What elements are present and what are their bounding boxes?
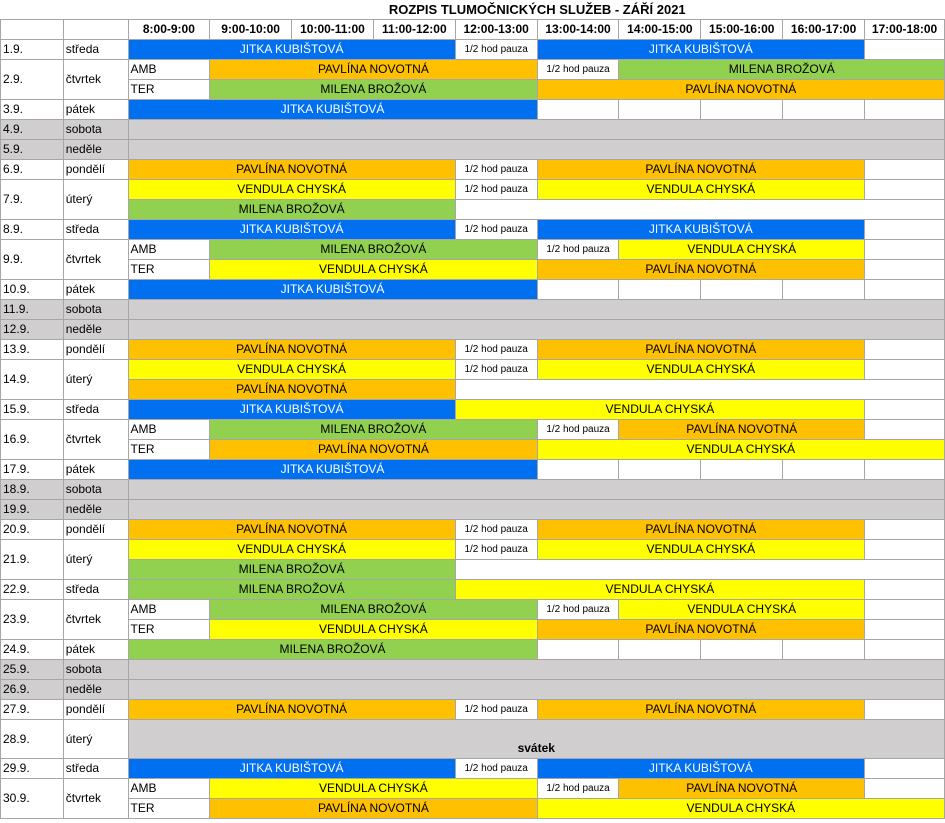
day-row xyxy=(1,340,945,360)
empty-cell[interactable] xyxy=(865,280,945,300)
empty-cell[interactable] xyxy=(619,640,701,660)
day-row xyxy=(1,540,945,560)
empty-cell xyxy=(1,0,129,20)
empty-cell[interactable] xyxy=(865,180,945,200)
empty-cell[interactable] xyxy=(865,40,945,60)
day-row xyxy=(1,480,945,500)
day-row xyxy=(1,280,945,300)
weekday-cell[interactable]: středa xyxy=(63,759,128,779)
empty-cell[interactable] xyxy=(701,100,783,120)
shift-cell[interactable]: PAVLÍNA NOVOTNÁ xyxy=(210,799,537,819)
day-row xyxy=(1,200,945,220)
shift-cell[interactable]: VENDULA CHYSKÁ xyxy=(210,779,537,799)
empty-cell[interactable] xyxy=(701,640,783,660)
header-date-cell xyxy=(1,20,64,40)
shift-cell[interactable]: PAVLÍNA NOVOTNÁ xyxy=(537,520,864,540)
pause-cell[interactable]: 1/2 hod pauza xyxy=(537,779,619,799)
weekday-cell[interactable]: sobota xyxy=(63,120,128,140)
shift-cell[interactable]: MILENA BROŽOVÁ xyxy=(210,420,537,440)
day-row xyxy=(1,440,945,460)
shift-cell[interactable]: MILENA BROŽOVÁ xyxy=(210,240,537,260)
weekday-cell[interactable]: pátek xyxy=(63,100,128,120)
empty-cell[interactable] xyxy=(865,360,945,380)
day-row xyxy=(1,60,945,80)
empty-cell[interactable] xyxy=(865,520,945,540)
shift-type-label[interactable]: TER xyxy=(128,620,210,640)
date-cell[interactable]: 4.9. xyxy=(1,120,64,140)
empty-cell[interactable] xyxy=(128,140,945,160)
shift-cell[interactable]: JITKA KUBIŠTOVÁ xyxy=(128,400,455,420)
weekday-cell[interactable]: neděle xyxy=(63,500,128,520)
shift-cell[interactable]: PAVLÍNA NOVOTNÁ xyxy=(537,620,864,640)
empty-cell[interactable] xyxy=(783,640,865,660)
shift-cell[interactable]: VENDULA CHYSKÁ xyxy=(128,540,455,560)
shift-type-label[interactable]: AMB xyxy=(128,240,210,260)
empty-cell[interactable] xyxy=(865,220,945,240)
empty-cell[interactable] xyxy=(865,260,945,280)
date-cell[interactable]: 8.9. xyxy=(1,220,64,240)
shift-cell[interactable]: PAVLÍNA NOVOTNÁ xyxy=(537,160,864,180)
shift-cell[interactable]: JITKA KUBIŠTOVÁ xyxy=(128,40,455,60)
shift-cell[interactable]: VENDULA CHYSKÁ xyxy=(619,240,865,260)
shift-cell[interactable]: PAVLÍNA NOVOTNÁ xyxy=(210,440,537,460)
pause-cell[interactable]: 1/2 hod pauza xyxy=(455,340,537,360)
day-row xyxy=(1,680,945,700)
header-day-cell xyxy=(63,20,128,40)
empty-cell[interactable] xyxy=(865,160,945,180)
empty-cell[interactable] xyxy=(537,280,619,300)
day-row xyxy=(1,640,945,660)
day-row xyxy=(1,400,945,420)
shift-cell[interactable]: JITKA KUBIŠTOVÁ xyxy=(537,220,864,240)
weekday-cell[interactable]: úterý xyxy=(63,180,128,220)
empty-cell[interactable] xyxy=(865,759,945,779)
empty-cell[interactable] xyxy=(128,680,945,700)
date-cell[interactable]: 13.9. xyxy=(1,340,64,360)
pause-cell[interactable]: 1/2 hod pauza xyxy=(455,520,537,540)
empty-cell[interactable] xyxy=(128,480,945,500)
shift-type-label[interactable]: TER xyxy=(128,260,210,280)
shift-cell[interactable]: VENDULA CHYSKÁ xyxy=(537,180,864,200)
empty-cell[interactable] xyxy=(128,300,945,320)
pause-cell[interactable]: 1/2 hod pauza xyxy=(455,220,537,240)
shift-cell[interactable]: MILENA BROŽOVÁ xyxy=(619,60,945,80)
empty-cell[interactable] xyxy=(537,100,619,120)
day-row xyxy=(1,320,945,340)
date-cell[interactable]: 16.9. xyxy=(1,420,64,460)
date-cell[interactable]: 30.9. xyxy=(1,779,64,819)
date-cell[interactable]: 21.9. xyxy=(1,540,64,580)
hour-header: 16:00-17:00 xyxy=(783,20,865,40)
date-cell[interactable]: 24.9. xyxy=(1,640,64,660)
shift-cell[interactable]: JITKA KUBIŠTOVÁ xyxy=(128,460,537,480)
shift-cell[interactable]: PAVLÍNA NOVOTNÁ xyxy=(128,160,455,180)
weekday-cell[interactable]: úterý xyxy=(63,720,128,759)
shift-cell[interactable]: MILENA BROŽOVÁ xyxy=(210,600,537,620)
day-row xyxy=(1,160,945,180)
day-row xyxy=(1,660,945,680)
empty-cell[interactable] xyxy=(865,640,945,660)
hour-header: 10:00-11:00 xyxy=(292,20,374,40)
shift-type-label[interactable]: AMB xyxy=(128,779,210,799)
pause-cell[interactable]: 1/2 hod pauza xyxy=(537,240,619,260)
date-cell[interactable]: 11.9. xyxy=(1,300,64,320)
empty-cell[interactable] xyxy=(865,420,945,440)
hour-header: 11:00-12:00 xyxy=(373,20,455,40)
shift-cell[interactable]: VENDULA CHYSKÁ xyxy=(619,600,865,620)
day-row xyxy=(1,580,945,600)
date-cell[interactable]: 20.9. xyxy=(1,520,64,540)
shift-cell[interactable]: JITKA KUBIŠTOVÁ xyxy=(128,220,455,240)
title-row xyxy=(1,0,945,20)
pause-cell[interactable]: 1/2 hod pauza xyxy=(537,420,619,440)
shift-cell[interactable]: VENDULA CHYSKÁ xyxy=(537,360,864,380)
date-cell[interactable]: 5.9. xyxy=(1,140,64,160)
empty-cell[interactable] xyxy=(537,640,619,660)
day-row xyxy=(1,140,945,160)
empty-cell[interactable] xyxy=(865,460,945,480)
empty-cell[interactable] xyxy=(537,460,619,480)
date-cell[interactable]: 2.9. xyxy=(1,60,64,100)
shift-cell[interactable]: JITKA KUBIŠTOVÁ xyxy=(128,100,537,120)
date-cell[interactable]: 6.9. xyxy=(1,160,64,180)
empty-cell[interactable] xyxy=(619,460,701,480)
date-cell[interactable]: 22.9. xyxy=(1,580,64,600)
empty-cell[interactable] xyxy=(128,660,945,680)
shift-cell[interactable]: VENDULA CHYSKÁ xyxy=(210,260,537,280)
empty-cell[interactable] xyxy=(619,280,701,300)
empty-cell[interactable] xyxy=(455,200,944,220)
shift-cell[interactable]: PAVLÍNA NOVOTNÁ xyxy=(619,420,865,440)
date-cell[interactable]: 1.9. xyxy=(1,40,64,60)
empty-cell[interactable] xyxy=(865,600,945,620)
pause-cell[interactable]: 1/2 hod pauza xyxy=(455,759,537,779)
shift-cell[interactable]: PAVLÍNA NOVOTNÁ xyxy=(128,340,455,360)
date-cell[interactable]: 23.9. xyxy=(1,600,64,640)
day-row xyxy=(1,100,945,120)
shift-type-label[interactable]: AMB xyxy=(128,60,210,80)
empty-cell[interactable] xyxy=(128,500,945,520)
day-row xyxy=(1,240,945,260)
empty-cell[interactable] xyxy=(865,400,945,420)
weekday-cell[interactable]: čtvrtek xyxy=(63,600,128,640)
date-cell[interactable]: 26.9. xyxy=(1,680,64,700)
date-cell[interactable]: 18.9. xyxy=(1,480,64,500)
pause-cell[interactable]: 1/2 hod pauza xyxy=(455,540,537,560)
day-row xyxy=(1,600,945,620)
shift-cell[interactable]: MILENA BROŽOVÁ xyxy=(128,560,455,580)
day-row xyxy=(1,620,945,640)
weekday-cell[interactable]: čtvrtek xyxy=(63,240,128,280)
shift-cell[interactable]: PAVLÍNA NOVOTNÁ xyxy=(537,340,864,360)
date-cell[interactable]: 12.9. xyxy=(1,320,64,340)
weekday-cell[interactable]: středa xyxy=(63,580,128,600)
pause-cell[interactable]: 1/2 hod pauza xyxy=(455,40,537,60)
shift-cell[interactable]: MILENA BROŽOVÁ xyxy=(210,80,537,100)
weekday-cell[interactable]: neděle xyxy=(63,140,128,160)
day-row xyxy=(1,380,945,400)
shift-cell[interactable]: JITKA KUBIŠTOVÁ xyxy=(537,40,864,60)
shift-cell[interactable]: PAVLÍNA NOVOTNÁ xyxy=(128,700,455,720)
shift-cell[interactable]: VENDULA CHYSKÁ xyxy=(210,620,537,640)
day-row xyxy=(1,700,945,720)
weekday-cell[interactable]: úterý xyxy=(63,360,128,400)
shift-cell[interactable]: PAVLÍNA NOVOTNÁ xyxy=(537,700,864,720)
shift-cell[interactable]: VENDULA CHYSKÁ xyxy=(455,580,864,600)
shift-cell[interactable]: VENDULA CHYSKÁ xyxy=(128,360,455,380)
header-row xyxy=(1,20,945,40)
shift-cell[interactable]: PAVLÍNA NOVOTNÁ xyxy=(128,520,455,540)
weekday-cell[interactable]: středa xyxy=(63,220,128,240)
weekday-cell[interactable]: pondělí xyxy=(63,340,128,360)
day-row xyxy=(1,260,945,280)
empty-cell[interactable] xyxy=(865,700,945,720)
weekday-cell[interactable]: čtvrtek xyxy=(63,420,128,460)
shift-cell[interactable]: VENDULA CHYSKÁ xyxy=(128,180,455,200)
empty-cell[interactable] xyxy=(865,779,945,799)
date-cell[interactable]: 10.9. xyxy=(1,280,64,300)
hour-header: 12:00-13:00 xyxy=(455,20,537,40)
hour-header: 13:00-14:00 xyxy=(537,20,619,40)
shift-cell[interactable]: PAVLÍNA NOVOTNÁ xyxy=(537,80,944,100)
empty-cell[interactable] xyxy=(455,380,944,400)
shift-cell[interactable]: VENDULA CHYSKÁ xyxy=(537,799,944,819)
weekday-cell[interactable]: čtvrtek xyxy=(63,779,128,819)
shift-cell[interactable]: PAVLÍNA NOVOTNÁ xyxy=(128,380,455,400)
hour-header: 14:00-15:00 xyxy=(619,20,701,40)
hour-header: 17:00-18:00 xyxy=(865,20,945,40)
hour-header: 8:00-9:00 xyxy=(128,20,210,40)
empty-cell[interactable] xyxy=(455,560,944,580)
weekday-cell[interactable]: pátek xyxy=(63,280,128,300)
day-row xyxy=(1,759,945,779)
pause-cell[interactable]: 1/2 hod pauza xyxy=(455,180,537,200)
weekday-cell[interactable]: úterý xyxy=(63,540,128,580)
date-cell[interactable]: 15.9. xyxy=(1,400,64,420)
shift-cell[interactable]: JITKA KUBIŠTOVÁ xyxy=(128,759,455,779)
weekday-cell[interactable]: sobota xyxy=(63,480,128,500)
shift-type-label[interactable]: TER xyxy=(128,80,210,100)
empty-cell[interactable] xyxy=(701,280,783,300)
hour-header: 15:00-16:00 xyxy=(701,20,783,40)
empty-cell[interactable] xyxy=(865,620,945,640)
day-row xyxy=(1,80,945,100)
day-row xyxy=(1,120,945,140)
hour-header: 9:00-10:00 xyxy=(210,20,292,40)
empty-cell[interactable] xyxy=(865,100,945,120)
sheet-title: ROZPIS TLUMOČNICKÝCH SLUŽEB - ZÁŘÍ 2021 xyxy=(388,2,686,17)
empty-cell[interactable] xyxy=(865,240,945,260)
pause-cell[interactable]: 1/2 hod pauza xyxy=(537,600,619,620)
weekday-cell[interactable]: středa xyxy=(63,40,128,60)
empty-cell[interactable] xyxy=(701,460,783,480)
pause-cell[interactable]: 1/2 hod pauza xyxy=(455,160,537,180)
shift-type-label[interactable]: TER xyxy=(128,799,210,819)
date-cell[interactable]: 19.9. xyxy=(1,500,64,520)
weekday-cell[interactable]: neděle xyxy=(63,320,128,340)
holiday-cell[interactable]: svátek xyxy=(128,720,945,759)
day-row xyxy=(1,220,945,240)
day-row xyxy=(1,799,945,819)
shift-cell[interactable]: MILENA BROŽOVÁ xyxy=(128,200,455,220)
weekday-cell[interactable]: pondělí xyxy=(63,520,128,540)
date-cell[interactable]: 29.9. xyxy=(1,759,64,779)
shift-cell[interactable]: JITKA KUBIŠTOVÁ xyxy=(128,280,537,300)
empty-cell[interactable] xyxy=(865,340,945,360)
day-row xyxy=(1,460,945,480)
day-row xyxy=(1,779,945,799)
shift-cell[interactable]: JITKA KUBIŠTOVÁ xyxy=(537,759,864,779)
empty-cell[interactable] xyxy=(783,280,865,300)
date-cell[interactable]: 7.9. xyxy=(1,180,64,220)
pause-cell[interactable]: 1/2 hod pauza xyxy=(537,60,619,80)
date-cell[interactable]: 3.9. xyxy=(1,100,64,120)
weekday-cell[interactable]: pátek xyxy=(63,640,128,660)
empty-cell[interactable] xyxy=(783,460,865,480)
weekday-cell[interactable]: sobota xyxy=(63,660,128,680)
shift-cell[interactable]: PAVLÍNA NOVOTNÁ xyxy=(537,260,864,280)
weekday-cell[interactable]: neděle xyxy=(63,680,128,700)
day-row xyxy=(1,180,945,200)
day-row xyxy=(1,520,945,540)
date-cell[interactable]: 28.9. xyxy=(1,720,64,759)
date-cell[interactable]: 17.9. xyxy=(1,460,64,480)
date-cell[interactable]: 14.9. xyxy=(1,360,64,400)
day-row xyxy=(1,300,945,320)
pause-cell[interactable]: 1/2 hod pauza xyxy=(455,360,537,380)
date-cell[interactable]: 9.9. xyxy=(1,240,64,280)
day-row xyxy=(1,560,945,580)
empty-cell[interactable] xyxy=(619,100,701,120)
day-row xyxy=(1,420,945,440)
shift-type-label[interactable]: TER xyxy=(128,440,210,460)
day-row xyxy=(1,360,945,380)
weekday-cell[interactable]: sobota xyxy=(63,300,128,320)
pause-cell[interactable]: 1/2 hod pauza xyxy=(455,700,537,720)
shift-cell[interactable]: VENDULA CHYSKÁ xyxy=(537,540,864,560)
shift-type-label[interactable]: AMB xyxy=(128,600,210,620)
weekday-cell[interactable]: pondělí xyxy=(63,160,128,180)
day-row xyxy=(1,500,945,520)
shift-type-label[interactable]: AMB xyxy=(128,420,210,440)
date-cell[interactable]: 25.9. xyxy=(1,660,64,680)
weekday-cell[interactable]: pátek xyxy=(63,460,128,480)
empty-cell[interactable] xyxy=(128,320,945,340)
day-row xyxy=(1,720,945,759)
weekday-cell[interactable]: středa xyxy=(63,400,128,420)
empty-cell[interactable] xyxy=(865,580,945,600)
shift-cell[interactable]: MILENA BROŽOVÁ xyxy=(128,640,537,660)
shift-cell[interactable]: VENDULA CHYSKÁ xyxy=(537,440,944,460)
empty-cell[interactable] xyxy=(865,540,945,560)
weekday-cell[interactable]: pondělí xyxy=(63,700,128,720)
weekday-cell[interactable]: čtvrtek xyxy=(63,60,128,100)
shift-cell[interactable]: VENDULA CHYSKÁ xyxy=(455,400,864,420)
day-row xyxy=(1,40,945,60)
shift-cell[interactable]: MILENA BROŽOVÁ xyxy=(128,580,455,600)
shift-cell[interactable]: PAVLÍNA NOVOTNÁ xyxy=(210,60,537,80)
shift-cell[interactable]: PAVLÍNA NOVOTNÁ xyxy=(619,779,865,799)
empty-cell[interactable] xyxy=(783,100,865,120)
date-cell[interactable]: 27.9. xyxy=(1,700,64,720)
empty-cell[interactable] xyxy=(128,120,945,140)
